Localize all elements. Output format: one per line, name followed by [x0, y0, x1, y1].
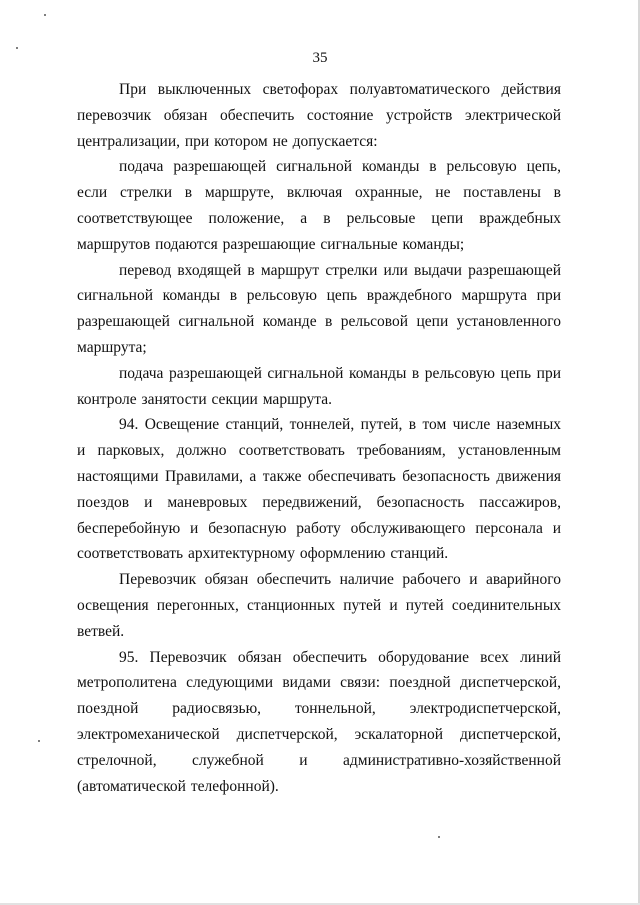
- paragraph-item-94: 94. Освещение станций, тоннелей, путей, в том числе наземных и парковых, должно соответствовать требованиям, установленным настоящими Правилами, а также обеспечивать безопасность движения поездов и маневровых передвижений, безопасность пассажиров, бесперебойную и безопасную работу обслуживающего персонала и соответствовать архитектурному оформлению станций.: [77, 416, 561, 563]
- paragraph: Перевозчик обязан обеспечить наличие рабочего и аварийного освещения перегонных, станционных путей и путей соединительных ветвей.: [77, 571, 561, 640]
- paragraph: При выключенных светофорах полуавтоматического действия перевозчик обязан обеспечить состояние устройств электрической централизации, при котором не допускается:: [77, 81, 561, 150]
- document-body: [77, 77, 561, 799]
- paragraph-item-95: 95. Перевозчик обязан обеспечить оборудование всех линий метрополитена следующими видами связи: поездной диспетчерской, поездной радиосвязью, тоннельной, электродиспетчерской, электромеханической диспетчерской, эскалаторной диспетчерской, стрелочной, служебной и административно-хозяйственной (автоматической телефонной).: [77, 648, 561, 795]
- scan-speck: [16, 47, 18, 49]
- paragraph: подача разрешающей сигнальной команды в рельсовую цепь, если стрелки в маршруте, включая охранные, не поставлены в соответствующее положение, а в рельсовые цепи враждебных маршрутов подаются разрешающие сигнальные команды;: [77, 158, 561, 253]
- page-number: 35: [312, 50, 328, 66]
- scan-speck: [38, 740, 40, 742]
- paragraph: перевод входящей в маршрут стрелки или выдачи разрешающей сигнальной команды в рельсовую цепь враждебного маршрута при разрешающей сигнальной команде в рельсовой цепи установленного маршрута;: [77, 261, 561, 356]
- paragraph: подача разрешающей сигнальной команды в рельсовую цепь при контроле занятости секции маршрута.: [77, 364, 561, 408]
- scan-speck: [44, 14, 46, 16]
- scan-speck: [438, 836, 440, 838]
